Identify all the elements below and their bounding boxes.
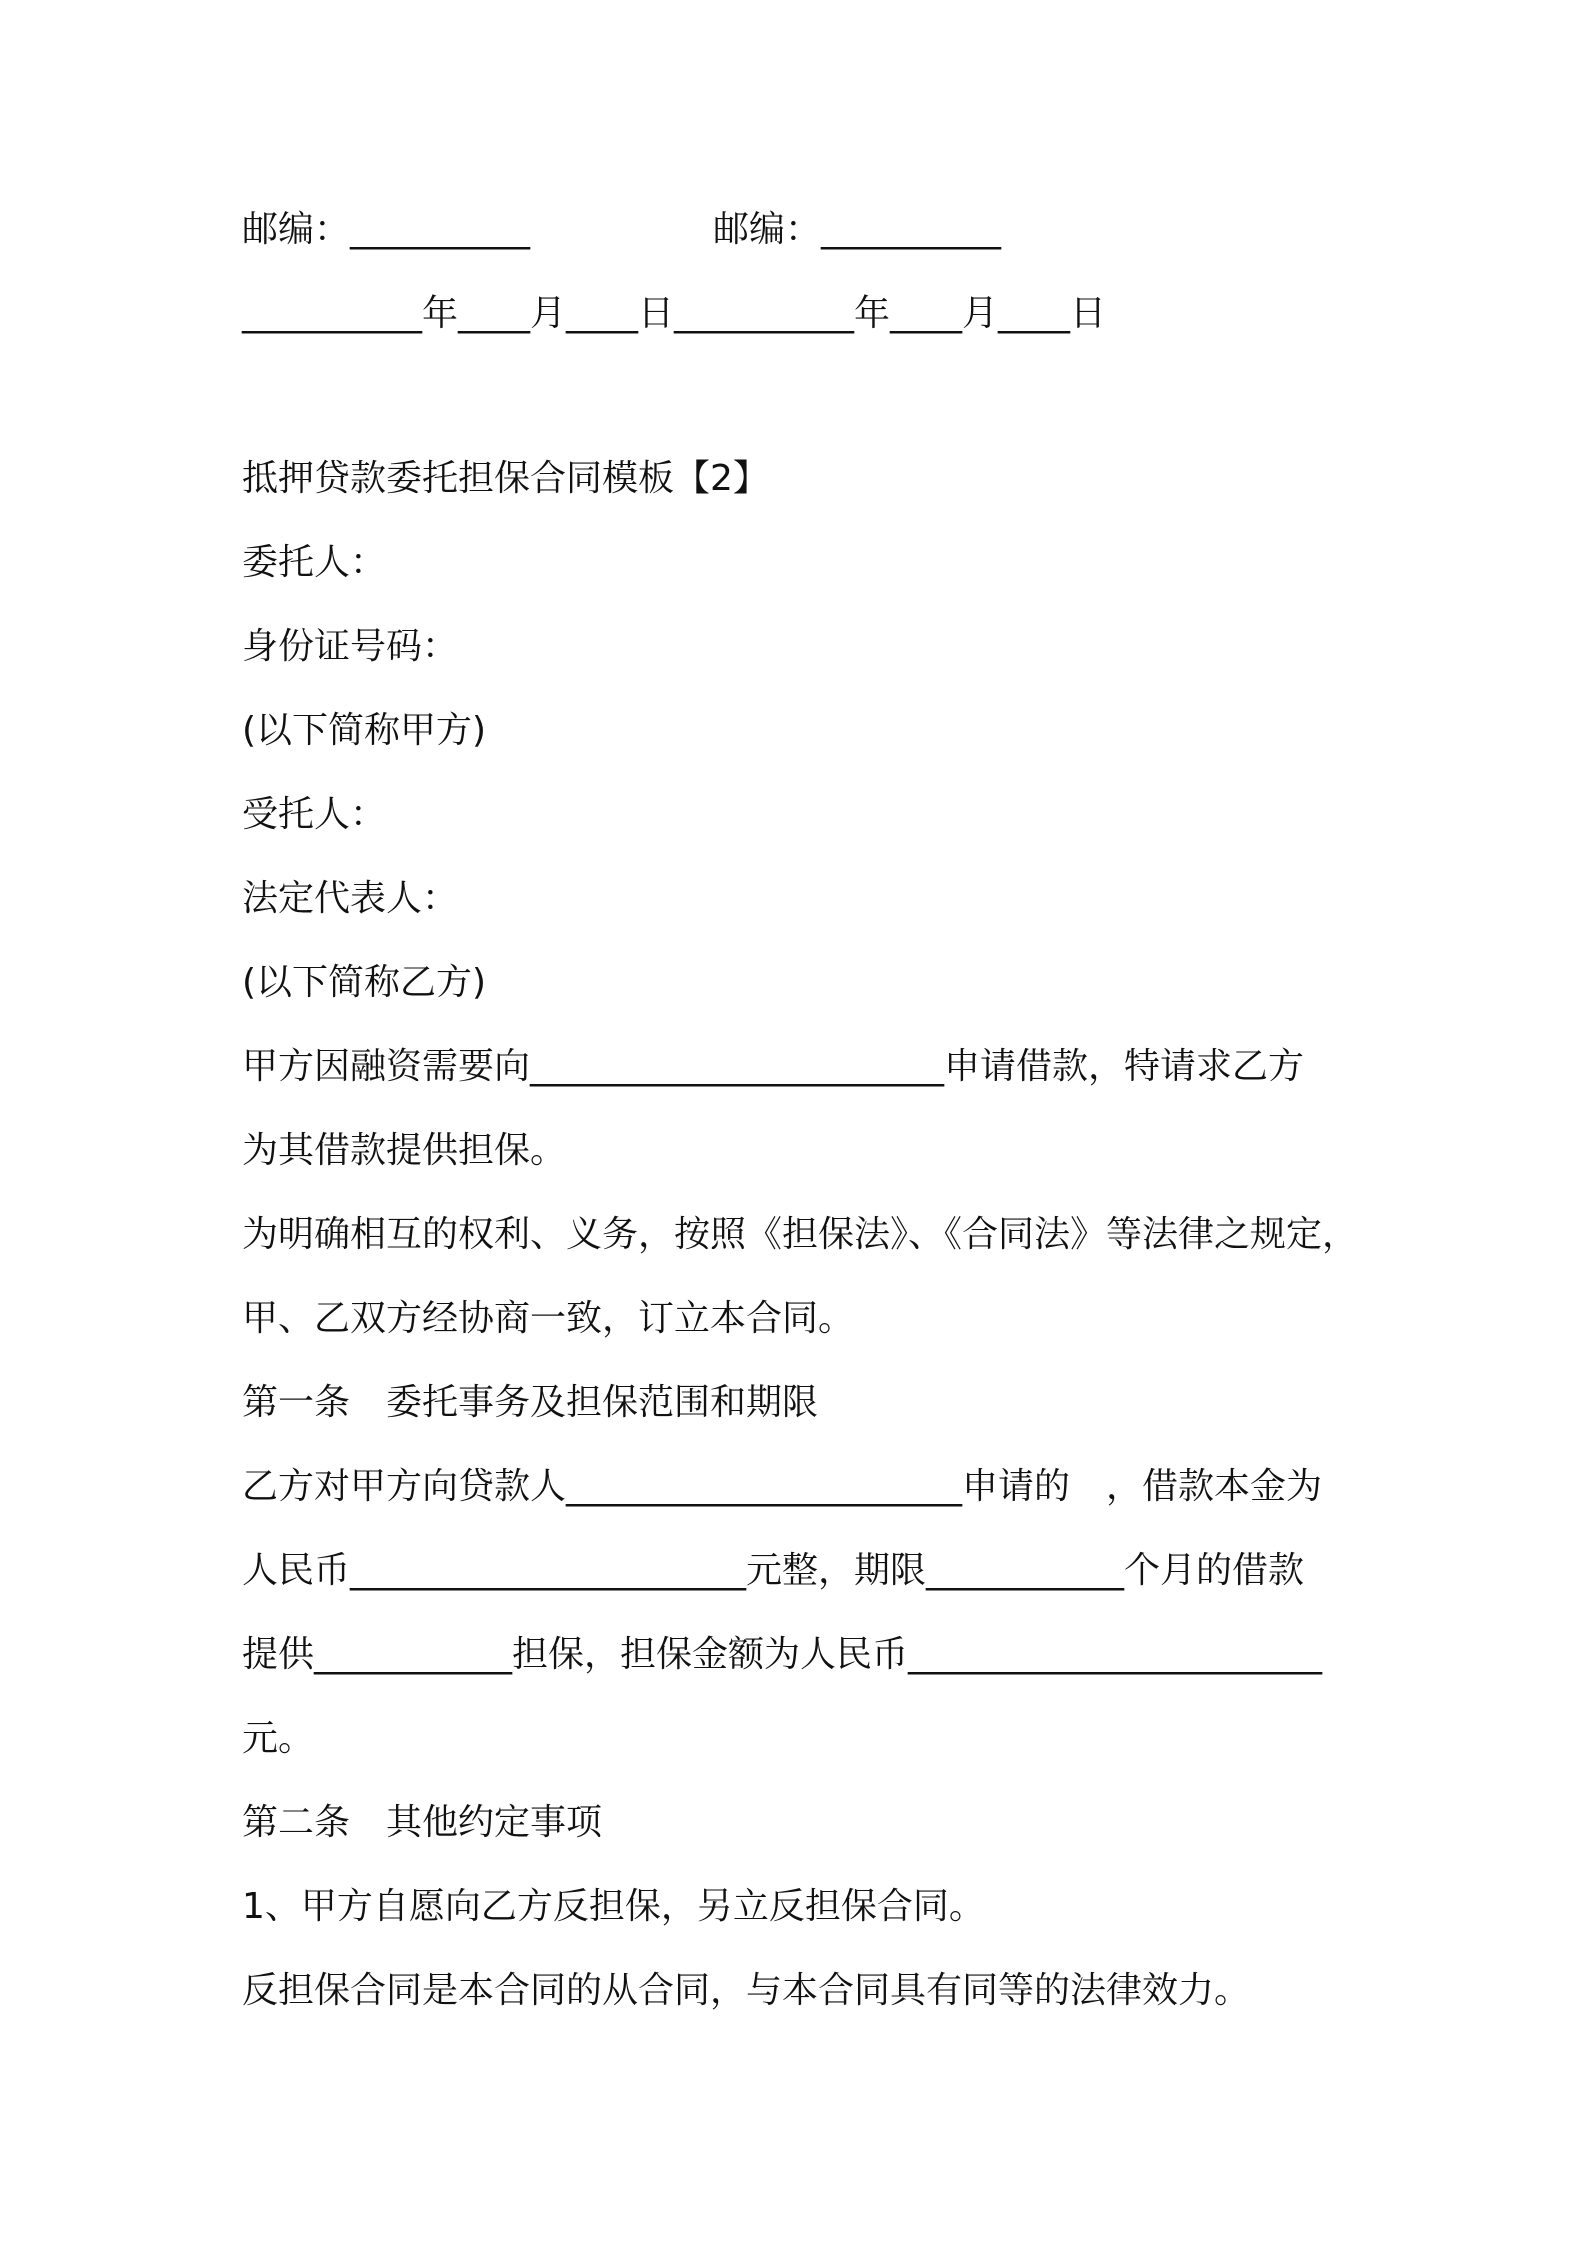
article-1-line-3: 提供___________担保，担保金额为人民币_______________________ — [242, 1634, 1323, 1675]
agent-field: 受托人： — [242, 794, 387, 835]
principal-field: 委托人： — [242, 542, 387, 583]
postcode-left: 邮编：__________ — [242, 209, 531, 250]
legal-rep-field: 法定代表人： — [242, 878, 459, 919]
article-1-line-2: 人民币______________________元整，期限___________个月的借款 — [242, 1550, 1305, 1591]
party-a-note: (以下简称甲方) — [242, 710, 487, 751]
paragraph-2-line-1: 为明确相互的权利、义务，按照《担保法》、《合同法》等法律之规定， — [242, 1214, 1359, 1255]
date-line: __________年____月____日__________年____月____日 — [242, 293, 1106, 334]
article-1-line-1: 乙方对甲方向贷款人______________________申请的 ，借款本金为 — [242, 1466, 1323, 1507]
document-title: 抵押贷款委托担保合同模板【2】 — [242, 458, 769, 499]
article-2-heading: 第二条 其他约定事项 — [242, 1802, 603, 1843]
article-2-item-1: 1、甲方自愿向乙方反担保，另立反担保合同。 — [242, 1886, 985, 1927]
article-1-heading: 第一条 委托事务及担保范围和期限 — [242, 1382, 819, 1423]
paragraph-1-line-2: 为其借款提供担保。 — [242, 1130, 567, 1171]
postcode-right: 邮编：__________ — [713, 209, 1002, 250]
article-1-line-4: 元。 — [242, 1718, 315, 1759]
article-2-item-1-note: 反担保合同是本合同的从合同，与本合同具有同等的法律效力。 — [242, 1970, 1251, 2011]
party-b-note: (以下简称乙方) — [242, 962, 487, 1003]
id-number-field: 身份证号码： — [242, 626, 459, 667]
paragraph-1-line-1: 甲方因融资需要向_______________________申请借款，特请求乙方 — [242, 1046, 1305, 1087]
paragraph-2-line-2: 甲、乙双方经协商一致，订立本合同。 — [242, 1298, 855, 1339]
